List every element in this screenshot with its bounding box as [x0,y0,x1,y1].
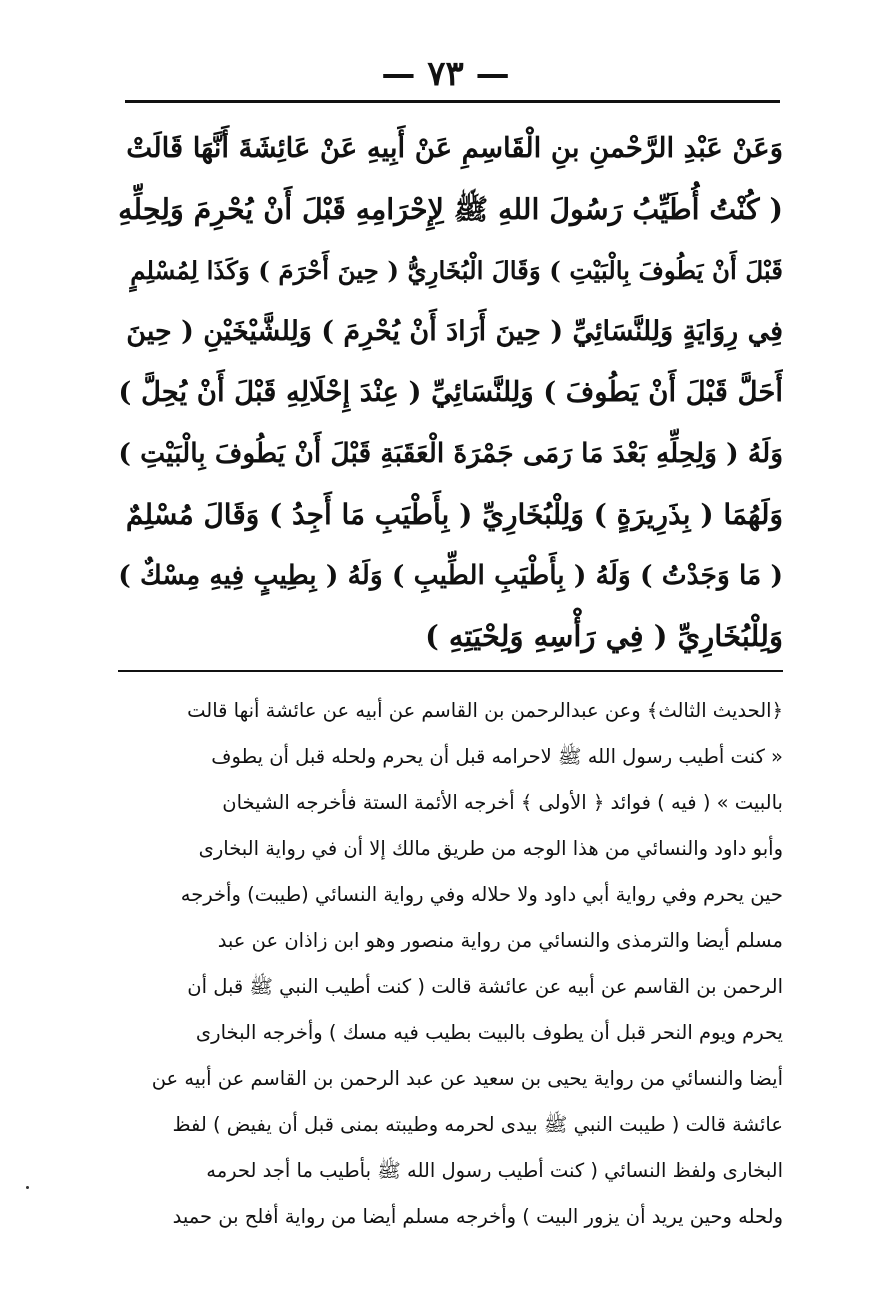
hadith-line: وَلِلْبُخَارِيِّ ( فِي رَأْسِهِ وَلِحْيَتِهِ ) [425,619,783,653]
hadith-line: وَلَهُ ( وَلِحِلِّهِ بَعْدَ مَا رَمَى جَمْرَةَ الْعَقَبَةِ قَبْلَ أَنْ يَطُوفَ بِالْبَيْتِ ) [118,438,783,469]
commentary-line: عائشة قالت ( طيبت النبي ﷺ بيدى لحرمه وطيبته بمنى قبل أن يفيض ) لفظ [172,1113,783,1136]
hadith-line: فِي رِوَايَةٍ وَلِلنَّسَائِيِّ ( حِينَ أَرَادَ أَنْ يُحْرِمَ ) وَلِلشَّيْخَيْنِ ( حِينَ [126,316,783,347]
hadith-text [118,118,783,667]
hadith-line: وَلَهُمَا ( بِذَرِيرَةٍ ) وَلِلْبُخَارِيِّ ( بِأَطْيَبِ مَا أَجِدُ ) وَقَالَ مُسْلِمٌ [125,498,783,531]
commentary-line: حين يحرم وفي رواية أبي داود ولا حلاله وفي رواية النسائي (طيبت) وأخرجه [180,883,783,906]
commentary-line: يحرم ويوم النحر قبل أن يطوف بالبيت بطيب فيه مسك ) وأخرجه البخارى [195,1021,783,1044]
commentary-text [118,688,783,1240]
hadith-line: ( مَا وَجَدْتُ ) وَلَهُ ( بِأَطْيَبِ الطِّيبِ ) وَلَهُ ( بِطِيبٍ فِيهِ مِسْكٌ ) [118,560,783,591]
margin-speck [26,1186,29,1189]
commentary-line: وأبو داود والنسائي من هذا الوجه من طريق مالك إلا أن في رواية البخارى [198,837,783,860]
commentary-line: أيضا والنسائي من رواية يحيى بن سعيد عن عبد الرحمن بن القاسم عن أبيه عن [151,1067,783,1090]
commentary-line: مسلم أيضا والترمذى والنسائي من رواية منصور وهو ابن زاذان عن عبد [217,929,783,952]
page-number: — ٧٣ — [381,54,510,94]
header-rule [125,100,780,103]
commentary-line: « كنت أطيب رسول الله ﷺ لاحرامه قبل أن يحرم ولحله قبل أن يطوف [211,745,783,768]
commentary-line: الرحمن بن القاسم عن أبيه عن عائشة قالت ( كنت أطيب النبي ﷺ قبل أن [187,975,783,998]
hadith-line: ( كُنْتُ أُطَيِّبُ رَسُولَ اللهِ ﷺ لِإِحْرَامِهِ قَبْلَ أَنْ يُحْرِمَ وَلِحِلِّهِ [118,192,783,226]
commentary-line: البخارى ولفظ النسائي ( كنت أطيب رسول الله ﷺ بأطيب ما أجد لحرمه [206,1159,783,1182]
section-divider [118,670,783,672]
commentary-line: ﴿الحديث الثالث﴾ وعن عبدالرحمن بن القاسم عن أبيه عن عائشة أنها قالت [187,699,783,722]
commentary-line: ولحله وحين يريد أن يزور البيت ) وأخرجه مسلم أيضا من رواية أفلح بن حميد [172,1205,783,1228]
hadith-line: قَبْلَ أَنْ يَطُوفَ بِالْبَيْتِ ) وَقَالَ الْبُخَارِيُّ ( حِينَ أَحْرَمَ ) وَكَذَا لِمُسْلِمٍ [130,256,783,285]
commentary-line: بالبيت » ( فيه ) فوائد ﴿ الأولى ﴾ أخرجه الأئمة الستة فأخرجه الشيخان [222,791,783,814]
hadith-line: وَعَنْ عَبْدِ الرَّحْمنِ بنِ الْقَاسِمِ عَنْ أَبِيهِ عَنْ عَائِشَةَ أَنَّهَا قَالَتْ [126,132,783,164]
hadith-line: أَحَلَّ قَبْلَ أَنْ يَطُوفَ ) وَلِلنَّسَائِيِّ ( عِنْدَ إِحْلَالِهِ قَبْلَ أَنْ يُحِلَّ ) [118,376,783,408]
